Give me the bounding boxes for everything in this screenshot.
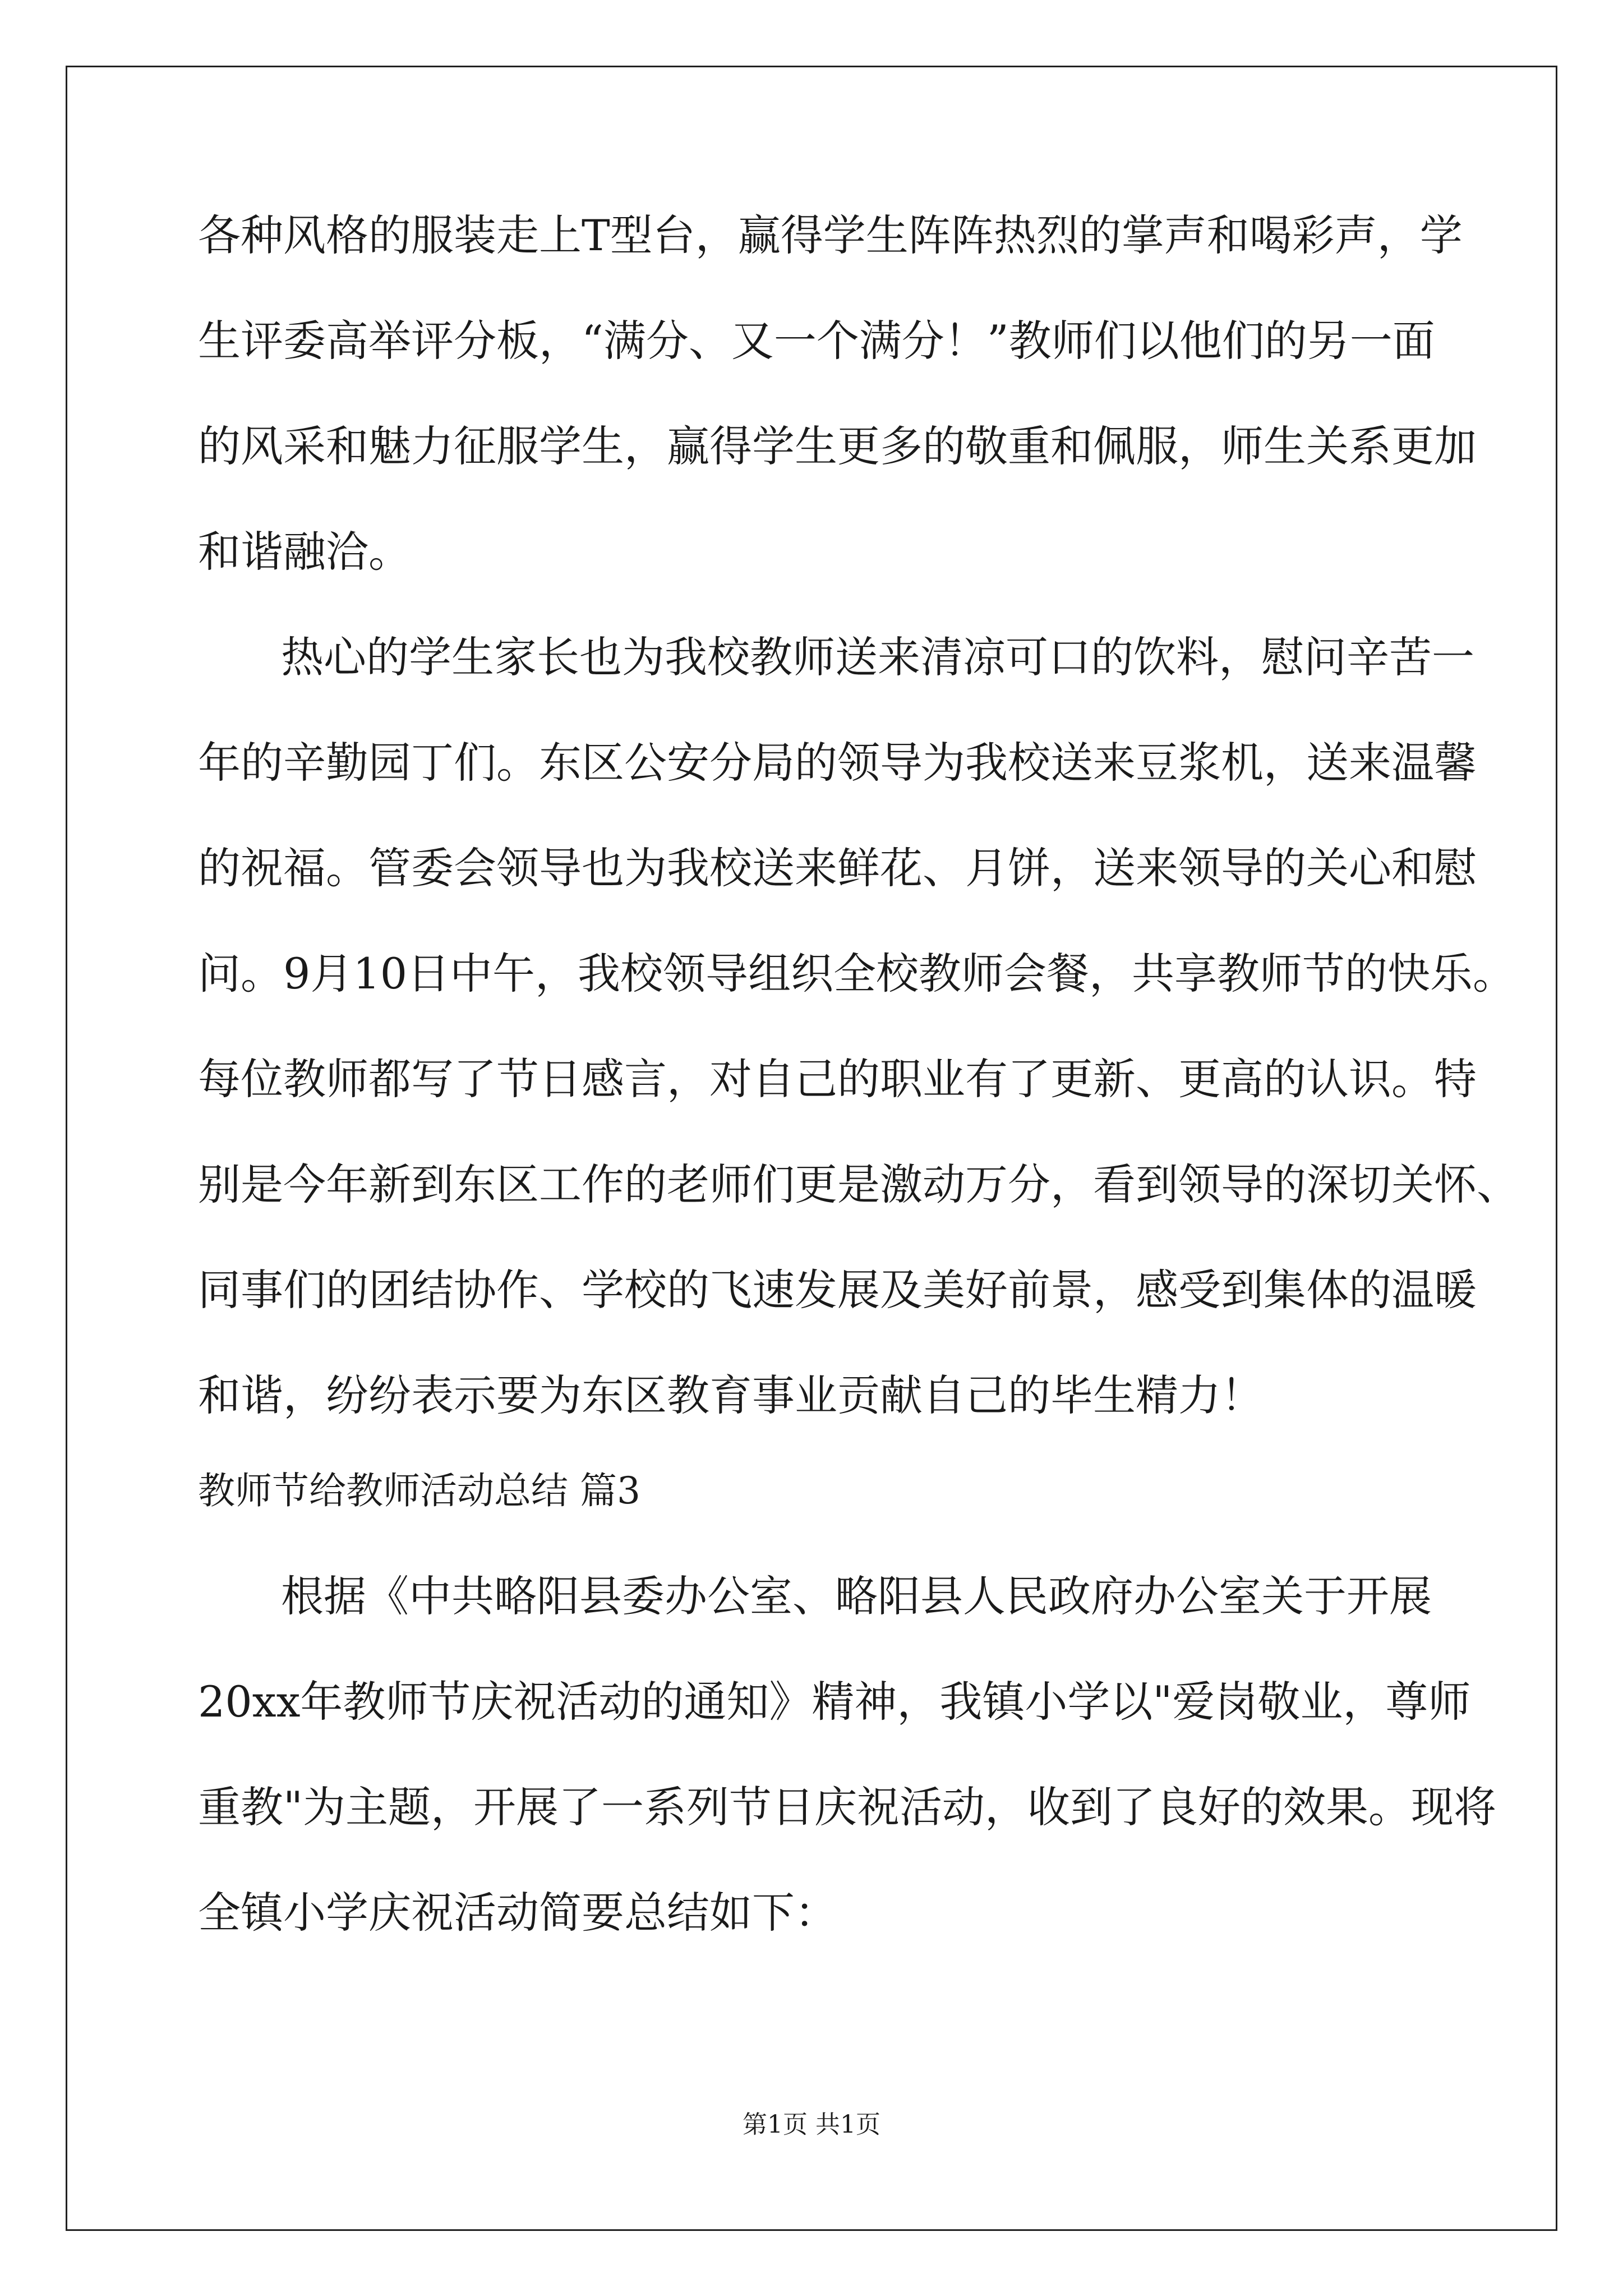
text-line: 生评委高举评分板，“满分、又一个满分！”教师们以他们的另一面: [198, 316, 1435, 366]
text-line: 各种风格的服装走上T型台，赢得学生阵阵热烈的掌声和喝彩声，学: [198, 210, 1463, 260]
document-body: [198, 208, 1519, 1990]
text-line: 问。9月10日中午，我校领导组织全校教师会餐，共享教师节的快乐。: [198, 949, 1516, 999]
section-title: 教师节给教师活动总结 篇3: [198, 1469, 640, 1512]
text-line: 年的辛勤园丁们。东区公安分局的领导为我校送来豆浆机，送来温馨: [198, 738, 1477, 788]
text-line: 和谐融洽。: [198, 527, 411, 577]
text-line: 的祝福。管委会领导也为我校送来鲜花、月饼，送来领导的关心和慰: [198, 843, 1477, 893]
text-line: 20xx年教师节庆祝活动的通知》精神，我镇小学以"爱岗敬业，尊师: [198, 1677, 1471, 1727]
text-line: 重教"为主题，开展了一系列节日庆祝活动，收到了良好的效果。现将: [198, 1782, 1496, 1832]
text-line: 全镇小学庆祝活动简要总结如下：: [198, 1888, 837, 1938]
text-line: 和谐，纷纷表示要为东区教育事业贡献自己的毕生精力！: [198, 1370, 1264, 1420]
text-line: 别是今年新到东区工作的老师们更是激动万分，看到领导的深切关怀、: [198, 1159, 1519, 1209]
text-line: 热心的学生家长也为我校教师送来清凉可口的饮料，慰问辛苦一: [281, 632, 1474, 682]
text-line: 每位教师都写了节日感言，对自己的职业有了更新、更高的认识。特: [198, 1054, 1477, 1104]
text-line: 根据《中共略阳县委办公室、略阳县人民政府办公室关于开展: [281, 1571, 1432, 1621]
text-line: 的风采和魅力征服学生，赢得学生更多的敬重和佩服，师生关系更加: [198, 421, 1477, 471]
page-footer: 第1页 共1页: [743, 2110, 880, 2139]
text-line: 同事们的团结协作、学校的飞速发展及美好前景，感受到集体的温暖: [198, 1265, 1477, 1315]
